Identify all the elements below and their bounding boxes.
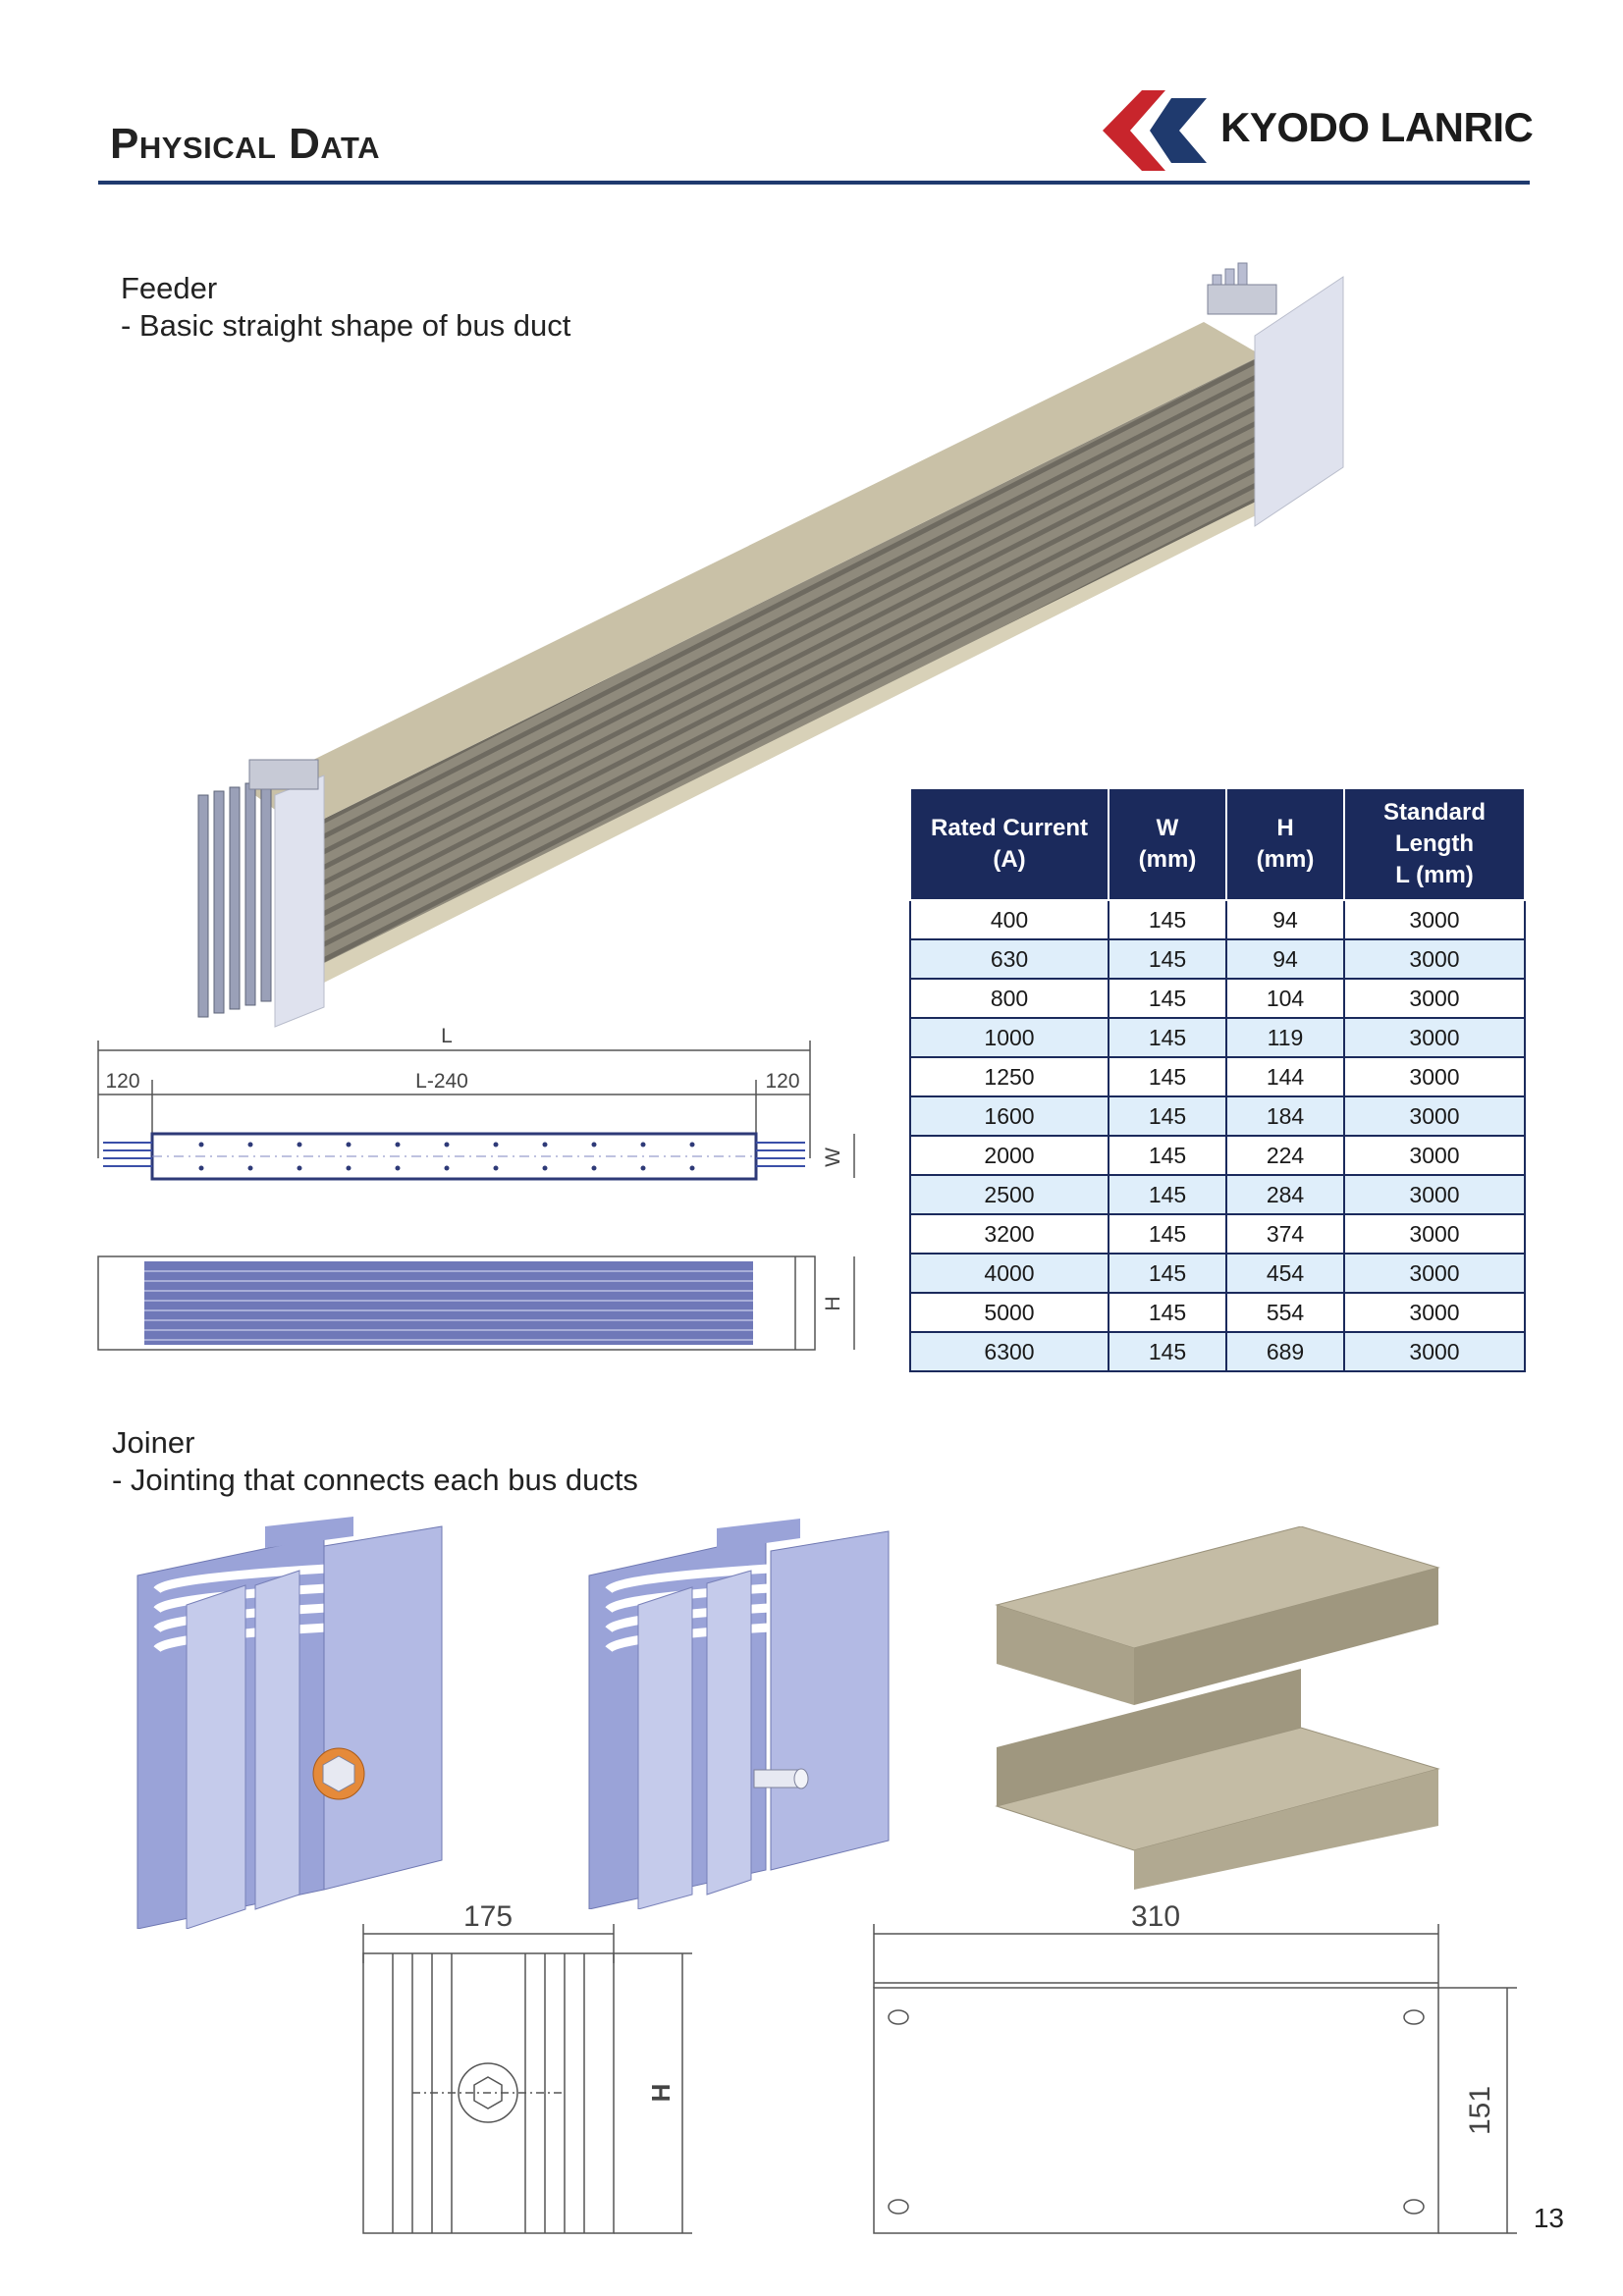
joiner-front-dimension-drawing (353, 1904, 697, 2243)
cell-length: 3000 (1344, 1293, 1525, 1332)
logo-navy-chevron (1150, 98, 1207, 163)
cell-length: 3000 (1344, 1096, 1525, 1136)
pin-end (794, 1769, 808, 1789)
dimension-label-310: 310 (1130, 1904, 1181, 1933)
cell-length: 3000 (1344, 939, 1525, 979)
joiner-pin-illustration (579, 1517, 893, 1909)
rating-table (909, 787, 1526, 1372)
cell-w: 145 (1109, 1254, 1226, 1293)
feeder-description: - Basic straight shape of bus duct (121, 308, 571, 343)
table-row (910, 900, 1525, 939)
cell-length: 3000 (1344, 1136, 1525, 1175)
joiner-description: - Jointing that connects each bus ducts (112, 1463, 638, 1497)
dimension-label-120-left: 120 (105, 1070, 140, 1093)
dimension-label-175: 175 (462, 1904, 514, 1933)
table-row (910, 939, 1525, 979)
cell-length: 3000 (1344, 979, 1525, 1018)
table-row (910, 1018, 1525, 1057)
table-row (910, 1096, 1525, 1136)
feeder-clamp-back (1208, 285, 1276, 314)
cell-current: 5000 (910, 1293, 1109, 1332)
cell-h: 284 (1226, 1175, 1344, 1214)
dimension-label-l: L (441, 1025, 453, 1047)
table-row (910, 1332, 1525, 1371)
cell-h: 94 (1226, 900, 1344, 939)
table-header-row (910, 788, 1525, 900)
cell-current: 2500 (910, 1175, 1109, 1214)
cell-current: 3200 (910, 1214, 1109, 1254)
dimension-label-h: H (822, 1296, 844, 1311)
cell-w: 145 (1109, 1332, 1226, 1371)
header-h: H (mm) (1226, 788, 1344, 900)
table-row (910, 979, 1525, 1018)
page-title: Physical Data (110, 120, 381, 168)
cell-current: 1250 (910, 1057, 1109, 1096)
cell-length: 3000 (1344, 1018, 1525, 1057)
cell-w: 145 (1109, 1096, 1226, 1136)
joiner-cover-dimension-drawing (869, 1904, 1522, 2243)
cell-w: 145 (1109, 1057, 1226, 1096)
cell-length: 3000 (1344, 1332, 1525, 1371)
cell-current: 1600 (910, 1096, 1109, 1136)
cell-length: 3000 (1344, 1254, 1525, 1293)
cell-w: 145 (1109, 1214, 1226, 1254)
cell-w: 145 (1109, 939, 1226, 979)
cell-w: 145 (1109, 1018, 1226, 1057)
page-number: 13 (1533, 2203, 1564, 2233)
dimension-label-h-joiner: H (646, 2083, 676, 2103)
cell-current: 400 (910, 900, 1109, 939)
feeder-side-view-fins (144, 1261, 753, 1345)
feeder-front-end-plate (275, 775, 324, 1027)
cell-h: 119 (1226, 1018, 1344, 1057)
joiner-covers-illustration (987, 1526, 1448, 1895)
dimension-label-w: W (822, 1148, 844, 1167)
cell-current: 6300 (910, 1332, 1109, 1371)
cell-h: 224 (1226, 1136, 1344, 1175)
table-row (910, 1254, 1525, 1293)
brand-name: KYODO LANRIC (1220, 104, 1534, 150)
cell-length: 3000 (1344, 1214, 1525, 1254)
joiner-title: Joiner (112, 1425, 195, 1460)
cell-h: 104 (1226, 979, 1344, 1018)
cell-current: 630 (910, 939, 1109, 979)
cell-length: 3000 (1344, 1057, 1525, 1096)
feeder-dimension-drawing (93, 1021, 879, 1355)
table-row (910, 1175, 1525, 1214)
header-w: W (mm) (1109, 788, 1226, 900)
cell-w: 145 (1109, 1175, 1226, 1214)
header-rated-current: Rated Current (A) (910, 788, 1109, 900)
cell-w: 145 (1109, 1136, 1226, 1175)
cell-w: 145 (1109, 979, 1226, 1018)
cell-h: 374 (1226, 1214, 1344, 1254)
header-standard-length: Standard Length L (mm) (1344, 788, 1525, 900)
cell-length: 3000 (1344, 1175, 1525, 1214)
cell-h: 184 (1226, 1096, 1344, 1136)
cell-h: 554 (1226, 1293, 1344, 1332)
cell-length: 3000 (1344, 900, 1525, 939)
table-row (910, 1136, 1525, 1175)
table-row (910, 1214, 1525, 1254)
cell-w: 145 (1109, 1293, 1226, 1332)
feeder-clamp-front (249, 760, 318, 789)
cell-h: 144 (1226, 1057, 1344, 1096)
cell-current: 4000 (910, 1254, 1109, 1293)
table-row (910, 1057, 1525, 1096)
feeder-busbar-ends-front (198, 779, 271, 1017)
cell-w: 145 (1109, 900, 1226, 939)
dimension-label-151: 151 (1464, 2085, 1496, 2136)
cell-current: 800 (910, 979, 1109, 1018)
kyodo-lanric-logo (1095, 86, 1213, 175)
title-divider (98, 181, 1530, 185)
dimension-label-l-240: L-240 (415, 1070, 468, 1093)
cell-current: 1000 (910, 1018, 1109, 1057)
cell-h: 454 (1226, 1254, 1344, 1293)
cell-h: 689 (1226, 1332, 1344, 1371)
feeder-title: Feeder (121, 271, 218, 305)
joiner-bolted-illustration (128, 1517, 457, 1929)
dimension-label-120-right: 120 (765, 1070, 800, 1093)
cell-h: 94 (1226, 939, 1344, 979)
cell-current: 2000 (910, 1136, 1109, 1175)
table-row (910, 1293, 1525, 1332)
